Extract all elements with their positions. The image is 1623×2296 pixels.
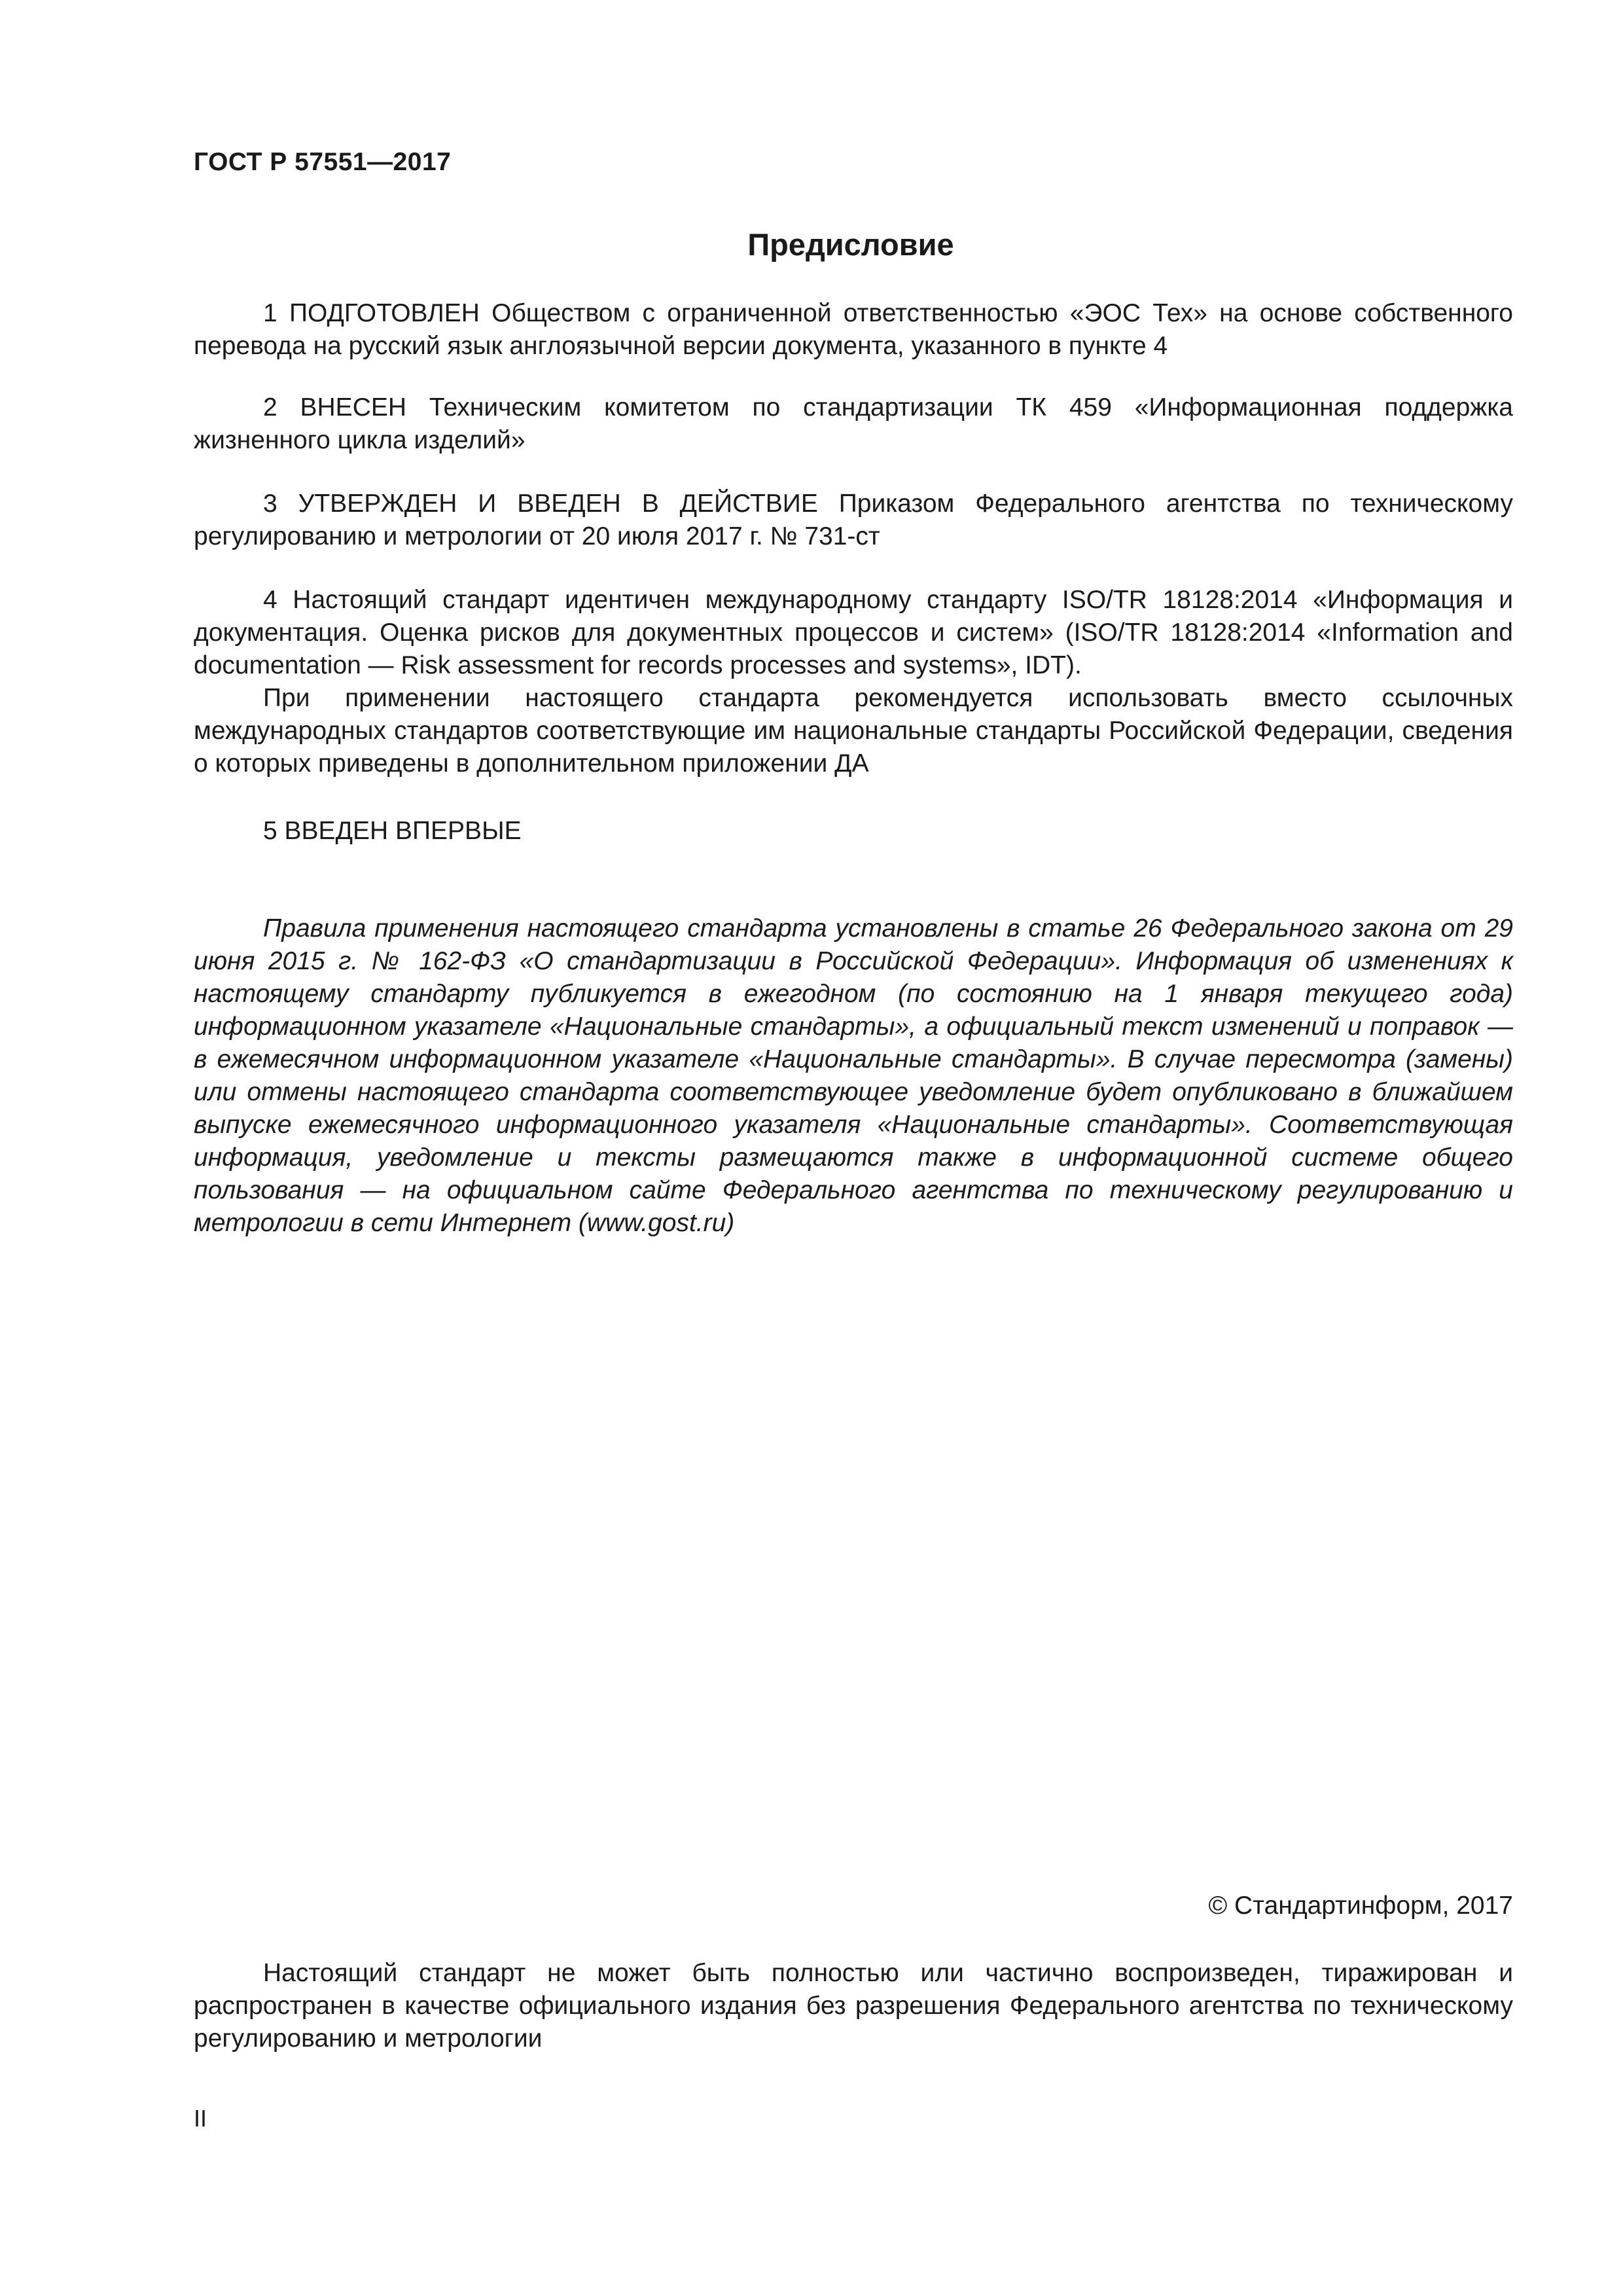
page-number: II xyxy=(194,2105,207,2132)
copyright-line: © Стандартинформ, 2017 xyxy=(1208,1892,1513,1920)
notice-text: Правила применения настоящего стандарта установлены в статье 26 Федерального закона от 29 июня 2015 г. № 162-ФЗ «О стандартизации в Российской Федерации». Информация об изменениях к настоящему стандарту публикуется в ежегодном (по состоянию на 1 января текущего года) информационном указателе «Национальные стандарты», а официальный текст изменений и поправок — в ежемесячном информационном указателе «Национальные стандарты». В случае пересмотра (замены) или отмены настоящего стандарта соответствующее уведомление будет опубликовано в ближайшем выпуске ежемесячного информационного указателя «Национальные стандарты». Соответствующая информация, уведомление и тексты размещаются также в информационной системе общего пользования — на официальном сайте Федерального агентства по техническому регулированию и метрологии в сети Интернет (www.gost.ru) xyxy=(194,914,1513,1237)
foreword-item-1-text: 1 ПОДГОТОВЛЕН Обществом с ограниченной ответственностью «ЭОС Тех» на основе собственного перевода на русский язык англоязычной версии документа, указанного в пункте 4 xyxy=(194,299,1513,360)
foreword-item-2-text: 2 ВНЕСЕН Техническим комитетом по стандартизации ТК 459 «Информационная поддержка жизненного цикла изделий» xyxy=(194,393,1513,454)
foreword-item-3 xyxy=(194,488,1513,553)
foreword-item-5 xyxy=(194,815,1513,848)
foreword-item-5-text: 5 ВВЕДЕН ВПЕРВЫЕ xyxy=(263,817,522,845)
foreword-item-3-text: 3 УТВЕРЖДЕН И ВВЕДЕН В ДЕЙСТВИЕ Приказом Федерального агентства по техническому регулированию и метрологии от 20 июля 2017 г. № 731-ст xyxy=(194,490,1513,550)
foreword-item-4-text: 4 Настоящий стандарт идентичен международному стандарту ISO/TR 18128:2014 «Информация и документация. Оценка рисков для документных процессов и систем» (ISO/TR 18128:2014 «Information and documentation — Risk assessment for records processes and systems», IDT). xyxy=(194,586,1513,679)
reproduction-notice xyxy=(194,1957,1513,2055)
foreword-item-4 xyxy=(194,584,1513,780)
foreword-item-4-note: При применении настоящего стандарта рекомендуется использовать вместо ссылочных международных стандартов соответствующие им национальные стандарты Российской Федерации, сведения о которых приведены в дополнительном приложении ДА xyxy=(194,684,1513,778)
foreword-item-1 xyxy=(194,297,1513,363)
standard-code: ГОСТ Р 57551—2017 xyxy=(194,148,452,176)
foreword-title: Предисловие xyxy=(747,227,954,262)
reproduction-notice-text: Настоящий стандарт не может быть полностью или частично воспроизведен, тиражирован и распространен в качестве официального издания без разрешения Федерального агентства по техническому регулированию и метрологии xyxy=(194,1959,1513,2053)
foreword-item-2 xyxy=(194,391,1513,457)
application-rules-notice xyxy=(194,912,1513,1240)
